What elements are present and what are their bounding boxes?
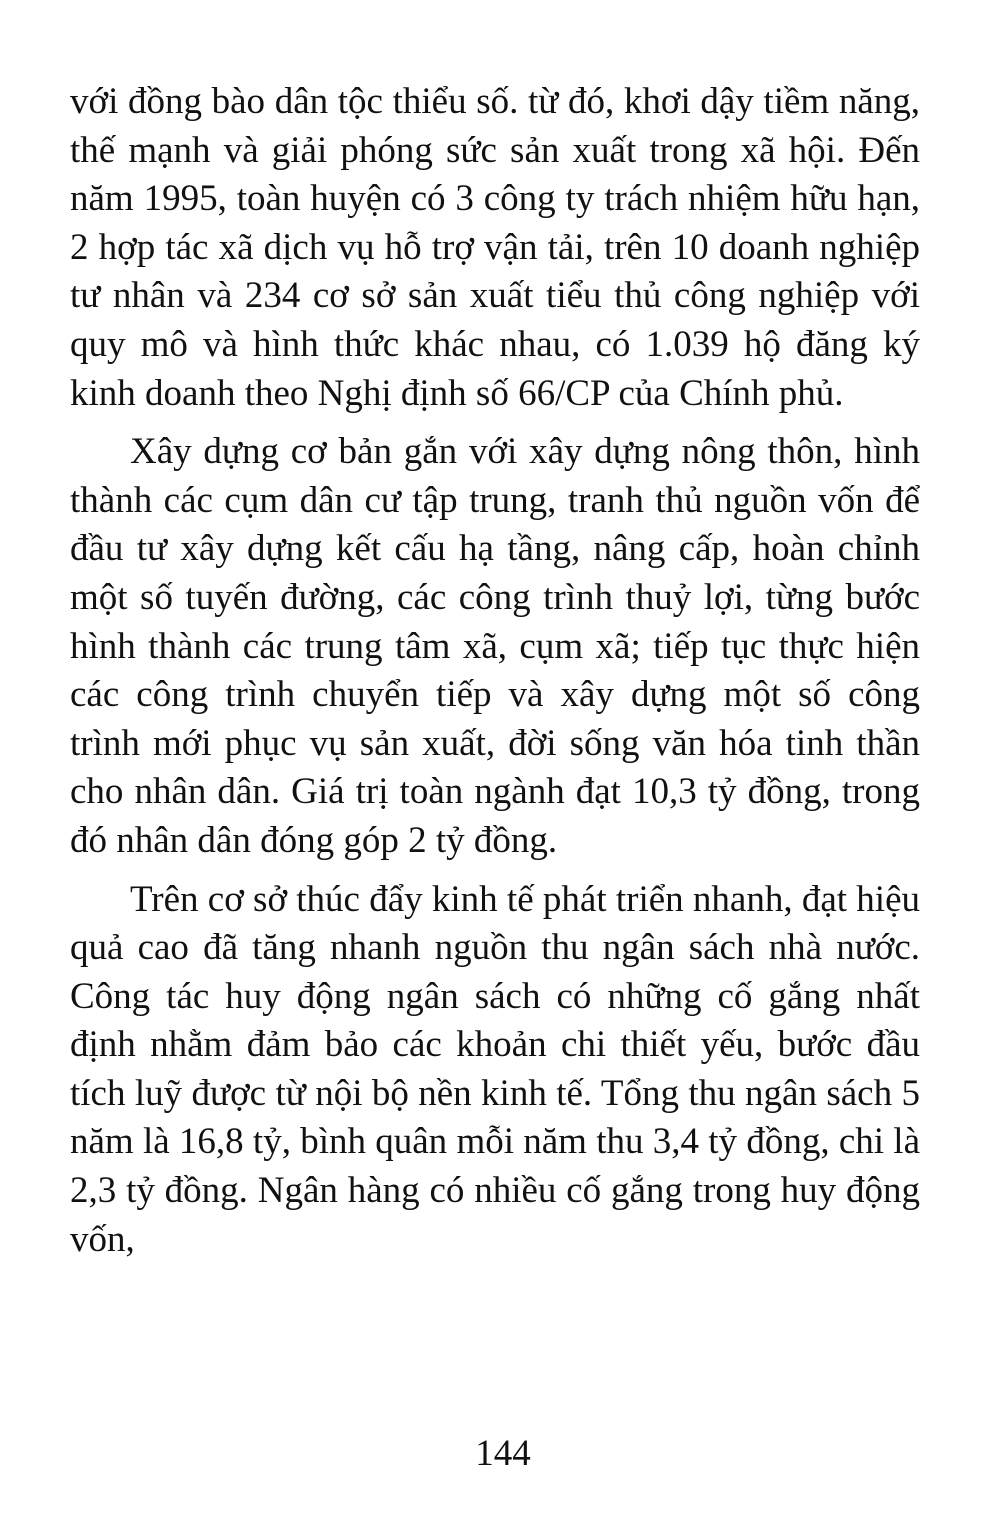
body-text [70,78,920,1274]
paragraph-continuation: với đồng bào dân tộc thiểu số. từ đó, khơi dậy tiềm năng, thế mạnh và giải phóng sức sản xuất trong xã hội. Đến năm 1995, toàn huyện có 3 công ty trách nhiệm hữu hạn, 2 hợp tác xã dịch vụ hỗ trợ vận tải, trên 10 doanh nghiệp tư nhân và 234 cơ sở sản xuất tiểu thủ công nghiệp với quy mô và hình thức khác nhau, có 1.039 hộ đăng ký kinh doanh theo Nghị định số 66/CP của Chính phủ. [70,81,920,414]
page-number: 144 [475,1433,531,1474]
paragraph-construction: Xây dựng cơ bản gắn với xây dựng nông thôn, hình thành các cụm dân cư tập trung, tranh thủ nguồn vốn để đầu tư xây dựng kết cấu hạ tầng, nâng cấp, hoàn chỉnh một số tuyến đường, các công trình thuỷ lợi, từng bước hình thành các trung tâm xã, cụm xã; tiếp tục thực hiện các công trình chuyển tiếp và xây dựng một số công trình mới phục vụ sản xuất, đời sống văn hóa tinh thần cho nhân dân. Giá trị toàn ngành đạt 10,3 tỷ đồng, trong đó nhân dân đóng góp 2 tỷ đồng. [70,431,920,861]
paragraph-budget: Trên cơ sở thúc đẩy kinh tế phát triển nhanh, đạt hiệu quả cao đã tăng nhanh nguồn thu ngân sách nhà nước. Công tác huy động ngân sách có những cố gắng nhất định nhằm đảm bảo các khoản chi thiết yếu, bước đầu tích luỹ được từ nội bộ nền kinh tế. Tổng thu ngân sách 5 năm là 16,8 tỷ, bình quân mỗi năm thu 3,4 tỷ đồng, chi là 2,3 tỷ đồng. Ngân hàng có nhiều cố gắng trong huy động vốn, [70,878,920,1260]
